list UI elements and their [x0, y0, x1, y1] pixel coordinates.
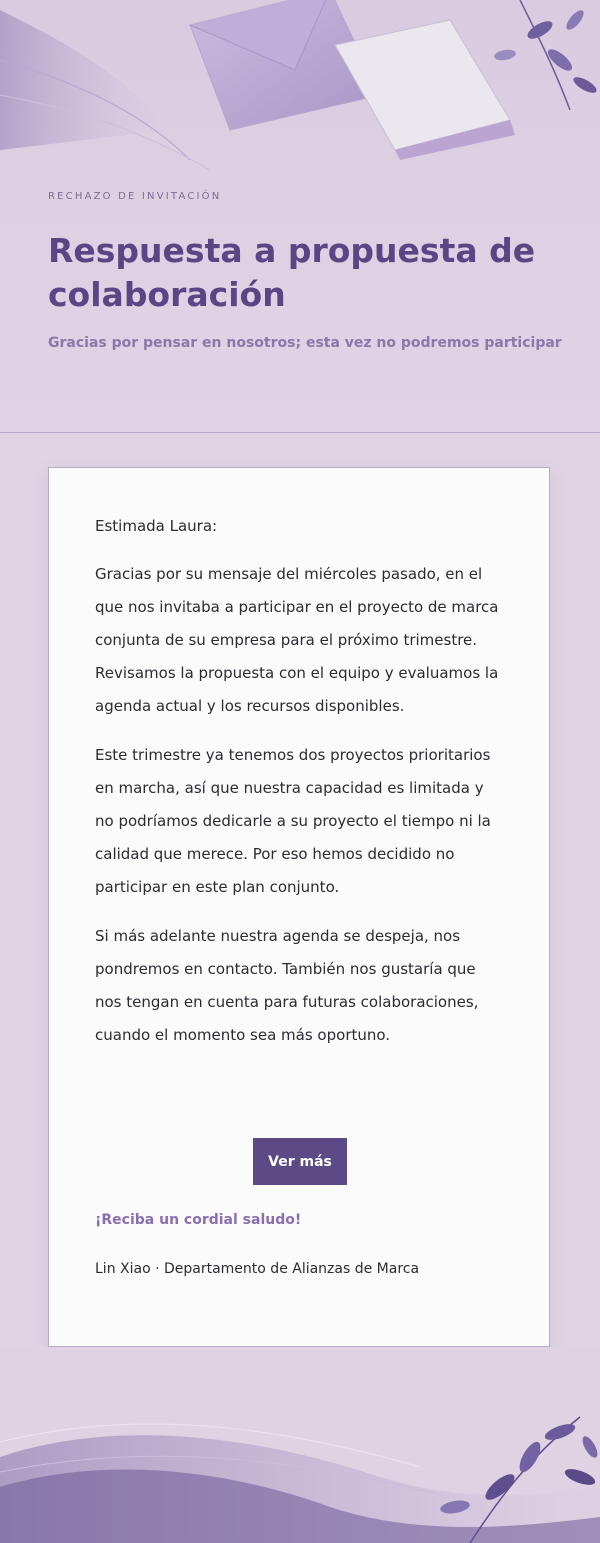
letter-paragraph-3: Si más adelante nuestra agenda se despeja, nos pondremos en contacto. También nos gustaría que nos tengan en cuenta para futuras colaboraciones, cuando el momento sea más oportuno.	[95, 927, 479, 1044]
hero-banner	[0, 0, 600, 432]
letter-paragraph-1: Gracias por su mensaje del miércoles pasado, en el que nos invitaba a participar en el proyecto de marca conjunta de su empresa para el próximo trimestre. Revisamos la propuesta con el equipo y evaluamos la agenda actual y los recursos disponibles.	[95, 565, 499, 715]
eyebrow-label: RECHAZO DE INVITACIÓN	[48, 191, 222, 202]
letter-paragraph-2: Este trimestre ya tenemos dos proyectos prioritarios en marcha, así que nuestra capacidad es limitada y no podríamos dedicarle a su proyecto el tiempo ni la calidad que merece. Por eso hemos decidido no participar en este plan conjunto.	[95, 746, 491, 896]
ver-mas-button[interactable]: Ver más	[253, 1138, 347, 1185]
page-subtitle: Gracias por pensar en nosotros; esta vez no podremos participar	[48, 335, 562, 351]
letter-signature: Lin Xiao · Departamento de Alianzas de Marca	[95, 1261, 420, 1277]
page-title: Respuesta a propuesta de colaboración	[48, 231, 536, 314]
envelope-illustration-icon	[0, 0, 600, 432]
letter-body	[95, 514, 505, 1068]
letter-card	[48, 467, 550, 1347]
letter-salutation: Estimada Laura:	[95, 517, 218, 535]
leaf-illustration-icon	[0, 1347, 600, 1543]
letter-closing: ¡Reciba un cordial saludo!	[95, 1212, 302, 1228]
footer-banner	[0, 1347, 600, 1543]
header-divider	[0, 432, 600, 433]
